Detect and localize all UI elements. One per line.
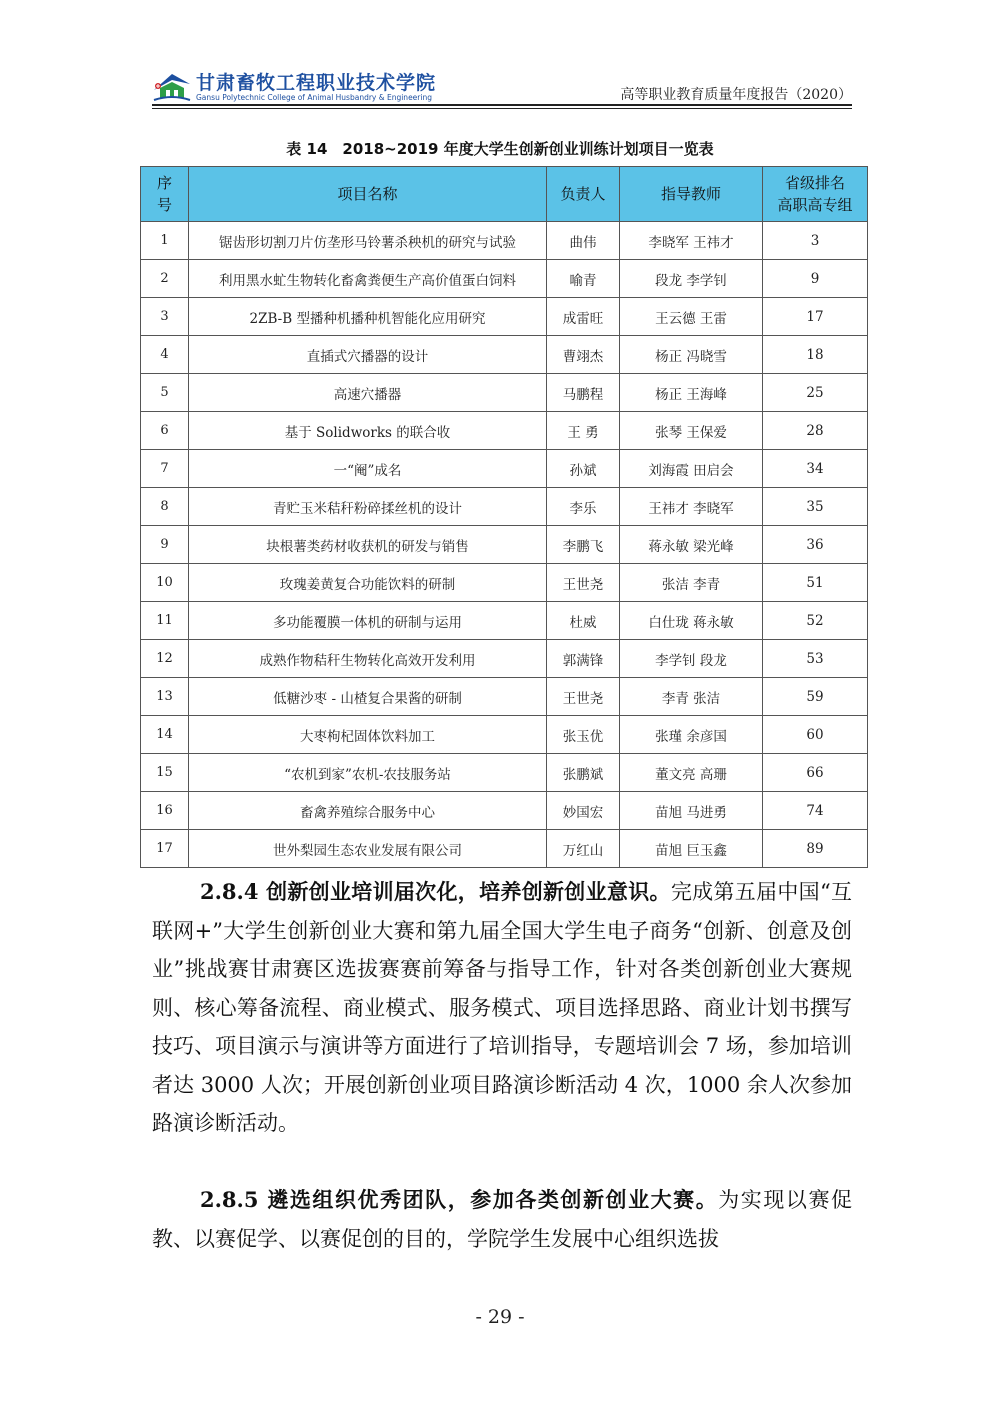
table-row (141, 336, 868, 374)
cell-leader: 张鹏斌 (547, 754, 620, 792)
cell-rank: 51 (763, 564, 868, 602)
cell-advisor: 张洁 李青 (620, 564, 763, 602)
cell-project-name: 基于 Solidworks 的联合收 (189, 412, 547, 450)
cell-advisor: 苗旭 巨玉鑫 (620, 830, 763, 868)
cell-rank: 9 (763, 260, 868, 298)
cell-seq: 2 (141, 260, 189, 298)
table-header-row (141, 167, 868, 222)
table-row (141, 602, 868, 640)
cell-leader: 杜威 (547, 602, 620, 640)
table-row (141, 222, 868, 260)
table-row (141, 488, 868, 526)
section-2-8-5 (152, 1181, 852, 1258)
cell-seq: 1 (141, 222, 189, 260)
table-row (141, 716, 868, 754)
cell-advisor: 李青 张洁 (620, 678, 763, 716)
cell-project-name: 大枣枸杞固体饮料加工 (189, 716, 547, 754)
header-divider-thin (152, 108, 852, 109)
cell-seq: 15 (141, 754, 189, 792)
college-logo-icon (152, 68, 192, 104)
cell-seq: 5 (141, 374, 189, 412)
cell-advisor: 蒋永敏 梁光峰 (620, 526, 763, 564)
cell-advisor: 杨正 冯晓雪 (620, 336, 763, 374)
cell-seq: 13 (141, 678, 189, 716)
cell-advisor: 段龙 李学钊 (620, 260, 763, 298)
cell-rank: 66 (763, 754, 868, 792)
cell-leader: 李鹏飞 (547, 526, 620, 564)
cell-project-name: 多功能覆膜一体机的研制与运用 (189, 602, 547, 640)
table-row (141, 450, 868, 488)
cell-rank: 36 (763, 526, 868, 564)
table-row (141, 640, 868, 678)
section-2-8-4 (152, 873, 852, 1143)
section-heading: 2.8.5 遴选组织优秀团队，参加各类创新创业大赛。 (200, 1187, 719, 1212)
cell-project-name: 2ZB-B 型播种机播种机智能化应用研究 (189, 298, 547, 336)
cell-rank: 60 (763, 716, 868, 754)
cell-rank: 34 (763, 450, 868, 488)
table-row (141, 260, 868, 298)
table-row (141, 830, 868, 868)
cell-rank: 35 (763, 488, 868, 526)
cell-project-name: “农机到家”农机-农技服务站 (189, 754, 547, 792)
table-row (141, 792, 868, 830)
table-row (141, 678, 868, 716)
projects-table (140, 166, 868, 868)
cell-advisor: 李学钊 段龙 (620, 640, 763, 678)
cell-advisor: 刘海霞 田启会 (620, 450, 763, 488)
cell-leader: 王世尧 (547, 564, 620, 602)
cell-rank: 52 (763, 602, 868, 640)
cell-advisor: 董文亮 高珊 (620, 754, 763, 792)
cell-rank: 25 (763, 374, 868, 412)
cell-rank: 53 (763, 640, 868, 678)
cell-rank: 3 (763, 222, 868, 260)
cell-project-name: 成熟作物秸秆生物转化高效开发利用 (189, 640, 547, 678)
table-caption: 表 14 2018~2019 年度大学生创新创业训练计划项目一览表 (286, 140, 714, 158)
page-number: - 29 - (475, 1306, 525, 1328)
cell-project-name: 利用黑水虻生物转化畜禽粪便生产高价值蛋白饲料 (189, 260, 547, 298)
cell-project-name: 玫瑰姜黄复合功能饮料的研制 (189, 564, 547, 602)
section-body: 完成第五届中国“互联网+”大学生创新创业大赛和第九届全国大学生电子商务“创新、创意及创业”挑战赛甘肃赛区选拔赛赛前筹备与指导工作，针对各类创新创业大赛规则、核心筹备流程、商业模式、服务模式、项目选择思路、商业计划书撰写技巧、项目演示与演讲等方面进行了培训指导，专题培训会 7 场，参加培训者达 3000 人次；开展创新创业项目路演诊断活动 4 次，1000 余人次参加路演诊断活动。 (152, 880, 852, 1135)
report-title: 高等职业教育质量年度报告（2020） (620, 87, 852, 103)
cell-leader: 曲伟 (547, 222, 620, 260)
school-name-cn: 甘肃畜牧工程职业技术学院 (196, 72, 437, 94)
section-heading: 2.8.4 创新创业培训届次化，培养创新创业意识。 (200, 879, 671, 904)
cell-project-name: 块根薯类药材收获机的研发与销售 (189, 526, 547, 564)
cell-advisor: 张琴 王保爱 (620, 412, 763, 450)
cell-advisor: 张瑾 余彦国 (620, 716, 763, 754)
cell-project-name: 直插式穴播器的设计 (189, 336, 547, 374)
table-row (141, 754, 868, 792)
paragraph (152, 1181, 852, 1258)
cell-rank: 59 (763, 678, 868, 716)
cell-advisor: 王祎才 李晓军 (620, 488, 763, 526)
cell-project-name: 锯齿形切割刀片仿垄形马铃薯杀秧机的研究与试验 (189, 222, 547, 260)
cell-advisor: 李晓军 王祎才 (620, 222, 763, 260)
cell-project-name: 青贮玉米秸秆粉碎揉丝机的设计 (189, 488, 547, 526)
paragraph (152, 873, 852, 1143)
cell-seq: 17 (141, 830, 189, 868)
cell-rank: 74 (763, 792, 868, 830)
cell-seq: 6 (141, 412, 189, 450)
col-header-seq: 序 号 (141, 167, 189, 222)
cell-leader: 万红山 (547, 830, 620, 868)
cell-leader: 王世尧 (547, 678, 620, 716)
cell-rank: 28 (763, 412, 868, 450)
school-name-en: Gansu Polytechnic College of Animal Husbandry & Engineering (196, 93, 432, 102)
table-row (141, 412, 868, 450)
col-header-advisor: 指导教师 (620, 167, 763, 222)
cell-rank: 17 (763, 298, 868, 336)
cell-leader: 李乐 (547, 488, 620, 526)
cell-project-name: 一“阉”成名 (189, 450, 547, 488)
cell-project-name: 高速穴播器 (189, 374, 547, 412)
cell-leader: 曹翊杰 (547, 336, 620, 374)
col-header-name: 项目名称 (189, 167, 547, 222)
cell-advisor: 苗旭 马进勇 (620, 792, 763, 830)
cell-leader: 成雷旺 (547, 298, 620, 336)
cell-leader: 王 勇 (547, 412, 620, 450)
cell-rank: 89 (763, 830, 868, 868)
cell-leader: 郭满锋 (547, 640, 620, 678)
section-body: 为实现以赛促教、以赛促学、以赛促创的目的，学院学生发展中心组织选拔 (152, 1188, 852, 1251)
col-header-rank: 省级排名 高职高专组 (763, 167, 868, 222)
cell-leader: 孙斌 (547, 450, 620, 488)
cell-advisor: 王云德 王雷 (620, 298, 763, 336)
table-row (141, 298, 868, 336)
cell-seq: 3 (141, 298, 189, 336)
cell-leader: 妙国宏 (547, 792, 620, 830)
cell-seq: 7 (141, 450, 189, 488)
table-row (141, 564, 868, 602)
cell-seq: 8 (141, 488, 189, 526)
cell-project-name: 低糖沙枣 - 山楂复合果酱的研制 (189, 678, 547, 716)
cell-seq: 12 (141, 640, 189, 678)
cell-seq: 16 (141, 792, 189, 830)
table-row (141, 526, 868, 564)
cell-project-name: 世外梨园生态农业发展有限公司 (189, 830, 547, 868)
cell-leader: 马鹏程 (547, 374, 620, 412)
cell-seq: 4 (141, 336, 189, 374)
cell-rank: 18 (763, 336, 868, 374)
cell-leader: 喻青 (547, 260, 620, 298)
cell-leader: 张玉优 (547, 716, 620, 754)
cell-project-name: 畜禽养殖综合服务中心 (189, 792, 547, 830)
col-header-leader: 负责人 (547, 167, 620, 222)
header-divider (152, 104, 852, 106)
cell-advisor: 白仕珑 蒋永敏 (620, 602, 763, 640)
table-row (141, 374, 868, 412)
cell-seq: 11 (141, 602, 189, 640)
cell-seq: 10 (141, 564, 189, 602)
cell-seq: 9 (141, 526, 189, 564)
cell-advisor: 杨正 王海峰 (620, 374, 763, 412)
cell-seq: 14 (141, 716, 189, 754)
